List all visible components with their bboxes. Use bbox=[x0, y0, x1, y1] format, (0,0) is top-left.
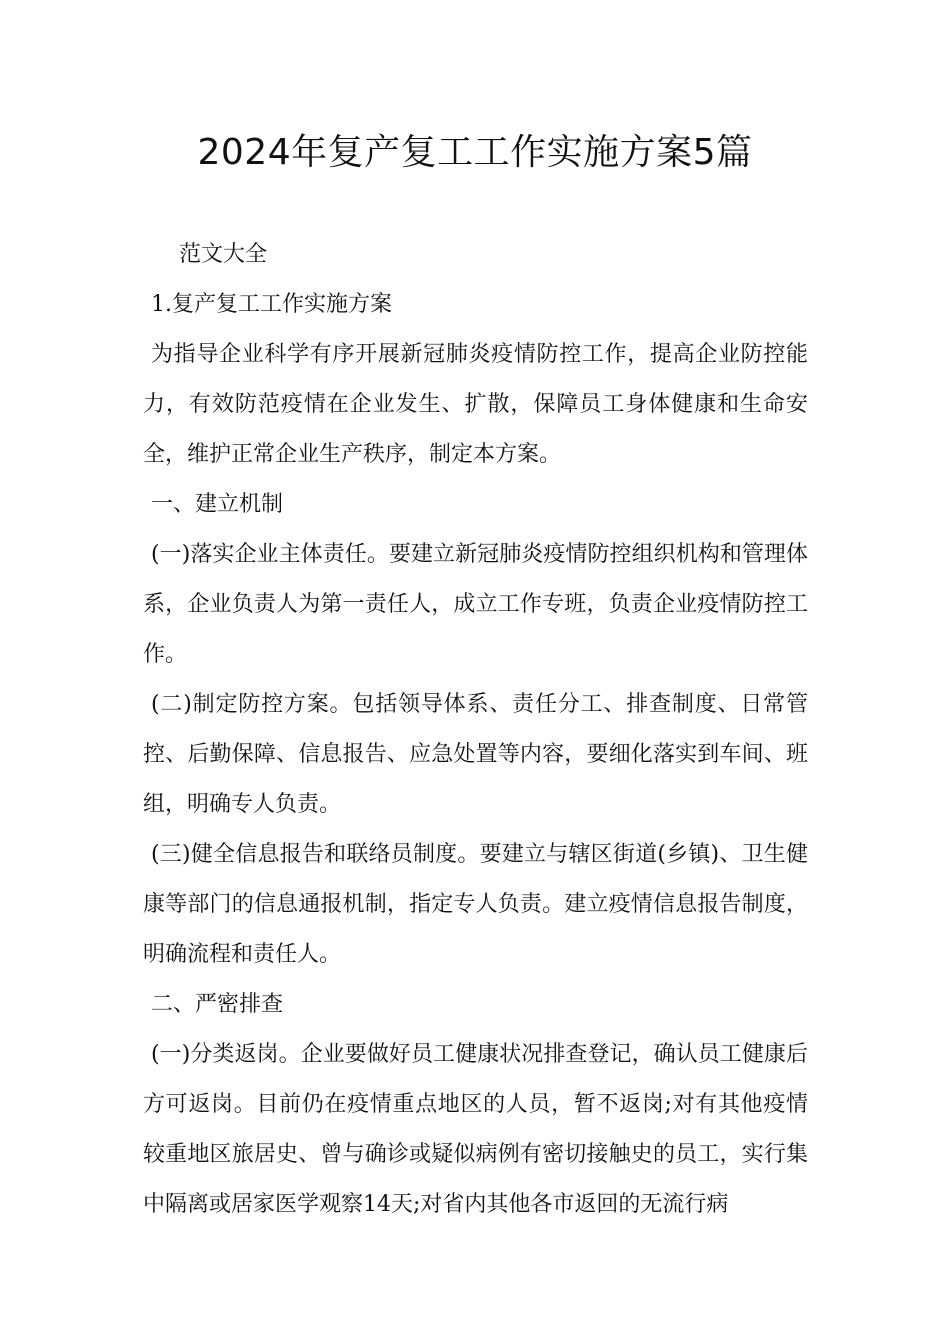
body-paragraph: (一)分类返岗。企业要做好员工健康状况排查登记，确认员工健康后方可返岗。目前仍在疫情重点地区的人员，暂不返岗;对有其他疫情较重地区旅居史、曾与确诊或疑似病例有密切接触史的员工，实行集中隔离或居家医学观察14天;对省内其他各市返回的无流行病 bbox=[143, 1042, 808, 1217]
body-paragraph: (三)健全信息报告和联络员制度。要建立与辖区街道(乡镇)、卫生健康等部门的信息通报机制，指定专人负责。建立疫情信息报告制度，明确流程和责任人。 bbox=[143, 842, 808, 967]
section-heading: 二、严密排查 bbox=[151, 992, 284, 1017]
section-heading: 1.复产复工工作实施方案 bbox=[151, 292, 392, 317]
body-paragraph: 为指导企业科学有序开展新冠肺炎疫情防控工作，提高企业防控能力，有效防范疫情在企业发生、扩散，保障员工身体健康和生命安全，维护正常企业生产秩序，制定本方案。 bbox=[143, 342, 808, 467]
source-label: 范文大全 bbox=[179, 242, 268, 267]
body-paragraph: (二)制定防控方案。包括领导体系、责任分工、排查制度、日常管控、后勤保障、信息报告、应急处置等内容，要细化落实到车间、班组，明确专人负责。 bbox=[143, 692, 808, 817]
body-paragraph: (一)落实企业主体责任。要建立新冠肺炎疫情防控组织机构和管理体系，企业负责人为第一责任人，成立工作专班，负责企业疫情防控工作。 bbox=[143, 542, 808, 667]
section-heading: 一、建立机制 bbox=[151, 492, 284, 517]
document-body bbox=[143, 230, 808, 1230]
document-title: 2024年复产复工工作实施方案5篇 bbox=[197, 132, 753, 173]
